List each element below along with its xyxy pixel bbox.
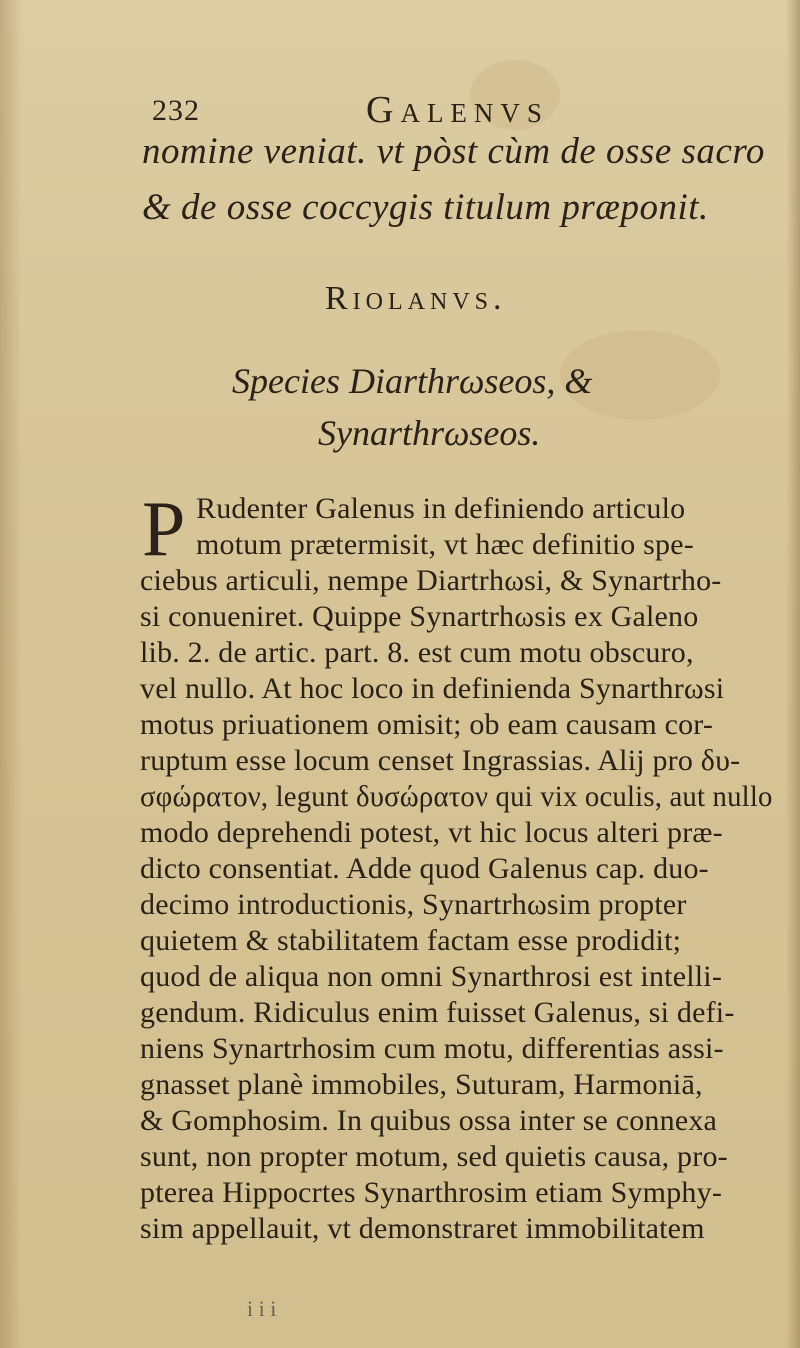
body-line: sunt, non propter motum, sed quietis causa, pro- bbox=[140, 1140, 728, 1173]
body-line: ruptum esse locum censet Ingrassias. Alij pro δυ- bbox=[140, 744, 741, 777]
intro-line: nomine veniat. vt pòst cùm de osse sacro bbox=[142, 131, 765, 172]
chapter-heading-line: Synarthrωseos. bbox=[318, 413, 541, 453]
body-line: motus priuationem omisit; ob eam causam cor- bbox=[140, 708, 714, 741]
body-line: vel nullo. At hoc loco in definienda Synarthrωsi bbox=[140, 672, 725, 705]
body-line: sim appellauit, vt demonstraret immobilitatem bbox=[140, 1212, 705, 1245]
body-line: gendum. Ridiculus enim fuisset Galenus, si defi- bbox=[140, 996, 735, 1029]
page-number: 232 bbox=[152, 94, 200, 127]
drop-cap: P bbox=[142, 485, 186, 572]
signature-mark: i i i bbox=[247, 1296, 277, 1321]
body-line: quietem & stabilitatem factam esse prodidit; bbox=[140, 924, 682, 957]
body-line: decimo introductionis, Synartrhωsim propter bbox=[140, 888, 687, 921]
page-gutter-shadow bbox=[0, 0, 22, 1348]
body-line: motum prætermisit, vt hæc definitio spe- bbox=[196, 528, 694, 561]
body-line: & Gomphosim. In quibus ossa inter se connexa bbox=[140, 1104, 718, 1137]
body-line: Rudenter Galenus in definiendo articulo bbox=[196, 492, 686, 525]
body-line: lib. 2. de artic. part. 8. est cum motu obscuro, bbox=[140, 636, 694, 669]
body-line: ciebus articuli, nempe Diartrhωsi, & Synartrho- bbox=[140, 564, 722, 597]
body-line: modo deprehendi potest, vt hic locus alteri præ- bbox=[140, 816, 723, 849]
body-line: quod de aliqua non omni Synarthrosi est intelli- bbox=[140, 960, 723, 993]
body-line: niens Synartrhosim cum motu, differentias assi- bbox=[140, 1032, 724, 1065]
section-author-heading: Riolanvs. bbox=[325, 280, 507, 317]
body-line: dicto consentiat. Adde quod Galenus cap. duo- bbox=[140, 852, 709, 885]
body-line: σφώρατον, legunt δυσώρατον qui vix oculis, aut nullo bbox=[140, 780, 773, 813]
chapter-heading-line: Species Diarthrωseos, & bbox=[232, 361, 593, 401]
page-edge-shadow bbox=[786, 0, 800, 1348]
running-head: Galenvs bbox=[366, 89, 549, 131]
body-line: si conueniret. Quippe Synartrhωsis ex Galeno bbox=[140, 600, 699, 633]
intro-line: & de osse coccygis titulum præponit. bbox=[142, 187, 709, 228]
body-line: pterea Hippocrtes Synarthrosim etiam Symphy- bbox=[140, 1176, 723, 1209]
body-line: gnasset planè immobiles, Suturam, Harmoniā, bbox=[140, 1068, 703, 1101]
